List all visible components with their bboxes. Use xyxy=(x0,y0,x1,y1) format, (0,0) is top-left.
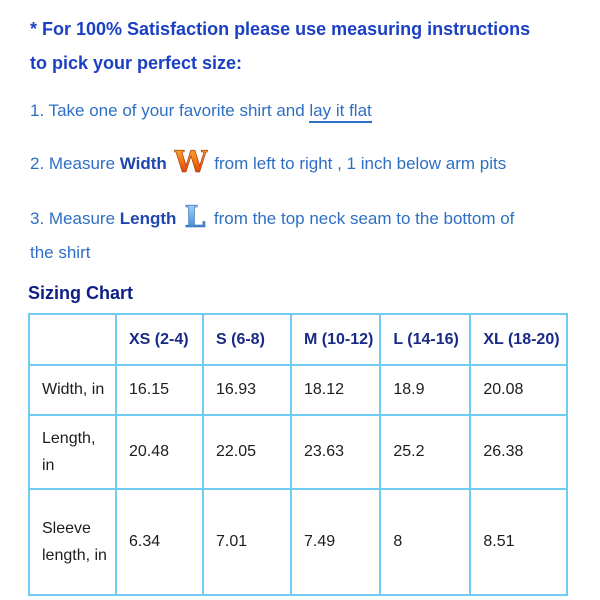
sleeve-l-value: 8 xyxy=(380,489,470,595)
header-cell-m: M (10-12) xyxy=(291,314,380,365)
satisfaction-note-line-1: * For 100% Satisfaction please use measuring instructions xyxy=(30,19,531,39)
step-3-text-after-icon: from the top neck seam to the bottom of xyxy=(213,209,515,228)
length-s-value: 22.05 xyxy=(203,415,291,489)
table-row-length xyxy=(29,415,567,489)
instruction-step-1 xyxy=(30,94,586,128)
sizing-chart-table xyxy=(28,313,568,596)
length-xs-value: 20.48 xyxy=(116,415,203,489)
length-letter-glyph: L xyxy=(184,200,206,235)
step-3-text-line-2: the shirt xyxy=(30,243,91,262)
instruction-step-2 xyxy=(30,142,586,181)
width-m-value: 18.12 xyxy=(291,365,380,415)
header-cell-l: L (14-16) xyxy=(380,314,470,365)
sleeve-xl-value: 8.51 xyxy=(470,489,566,595)
row-label-width: Width, in xyxy=(29,365,116,415)
step-3-text: 3. Measure xyxy=(30,209,120,228)
table-row-width xyxy=(29,365,567,415)
instruction-step-3 xyxy=(30,197,586,270)
table-row-sleeve-length xyxy=(29,489,567,595)
header-cell-xl: XL (18-20) xyxy=(470,314,566,365)
length-l-value: 25.2 xyxy=(380,415,470,489)
length-m-value: 23.63 xyxy=(291,415,380,489)
step-3-keyword-length: Length xyxy=(119,209,177,228)
header-cell-s: S (6-8) xyxy=(203,314,291,365)
step-1-text: 1. Take one of your favorite shirt and xyxy=(30,101,310,120)
sleeve-m-value: 7.49 xyxy=(291,489,380,595)
width-s-value: 16.93 xyxy=(203,365,291,415)
row-label-length: Length, in xyxy=(29,415,116,489)
step-1-underlined-text: lay it flat xyxy=(309,101,371,123)
step-2-keyword-width: Width xyxy=(119,154,167,173)
satisfaction-note-line-2: to pick your perfect size: xyxy=(30,53,243,73)
width-letter-icon xyxy=(174,142,208,180)
step-2-text: 2. Measure xyxy=(30,154,120,173)
width-xs-value: 16.15 xyxy=(116,365,203,415)
row-label-sleeve-length: Sleeve length, in xyxy=(29,489,116,595)
sleeve-s-value: 7.01 xyxy=(203,489,291,595)
sizing-chart-heading: Sizing Chart xyxy=(28,283,134,303)
header-cell-empty xyxy=(29,314,116,365)
step-2-text-after-icon: from left to right , 1 inch below arm pits xyxy=(214,154,507,173)
table-header-row xyxy=(29,314,567,365)
length-xl-value: 26.38 xyxy=(470,415,566,489)
sleeve-xs-value: 6.34 xyxy=(116,489,203,595)
satisfaction-note xyxy=(30,12,586,80)
width-letter-glyph: W xyxy=(173,145,208,180)
width-xl-value: 20.08 xyxy=(470,365,566,415)
header-cell-xs: XS (2-4) xyxy=(116,314,203,365)
length-letter-icon xyxy=(183,197,207,235)
width-l-value: 18.9 xyxy=(380,365,470,415)
